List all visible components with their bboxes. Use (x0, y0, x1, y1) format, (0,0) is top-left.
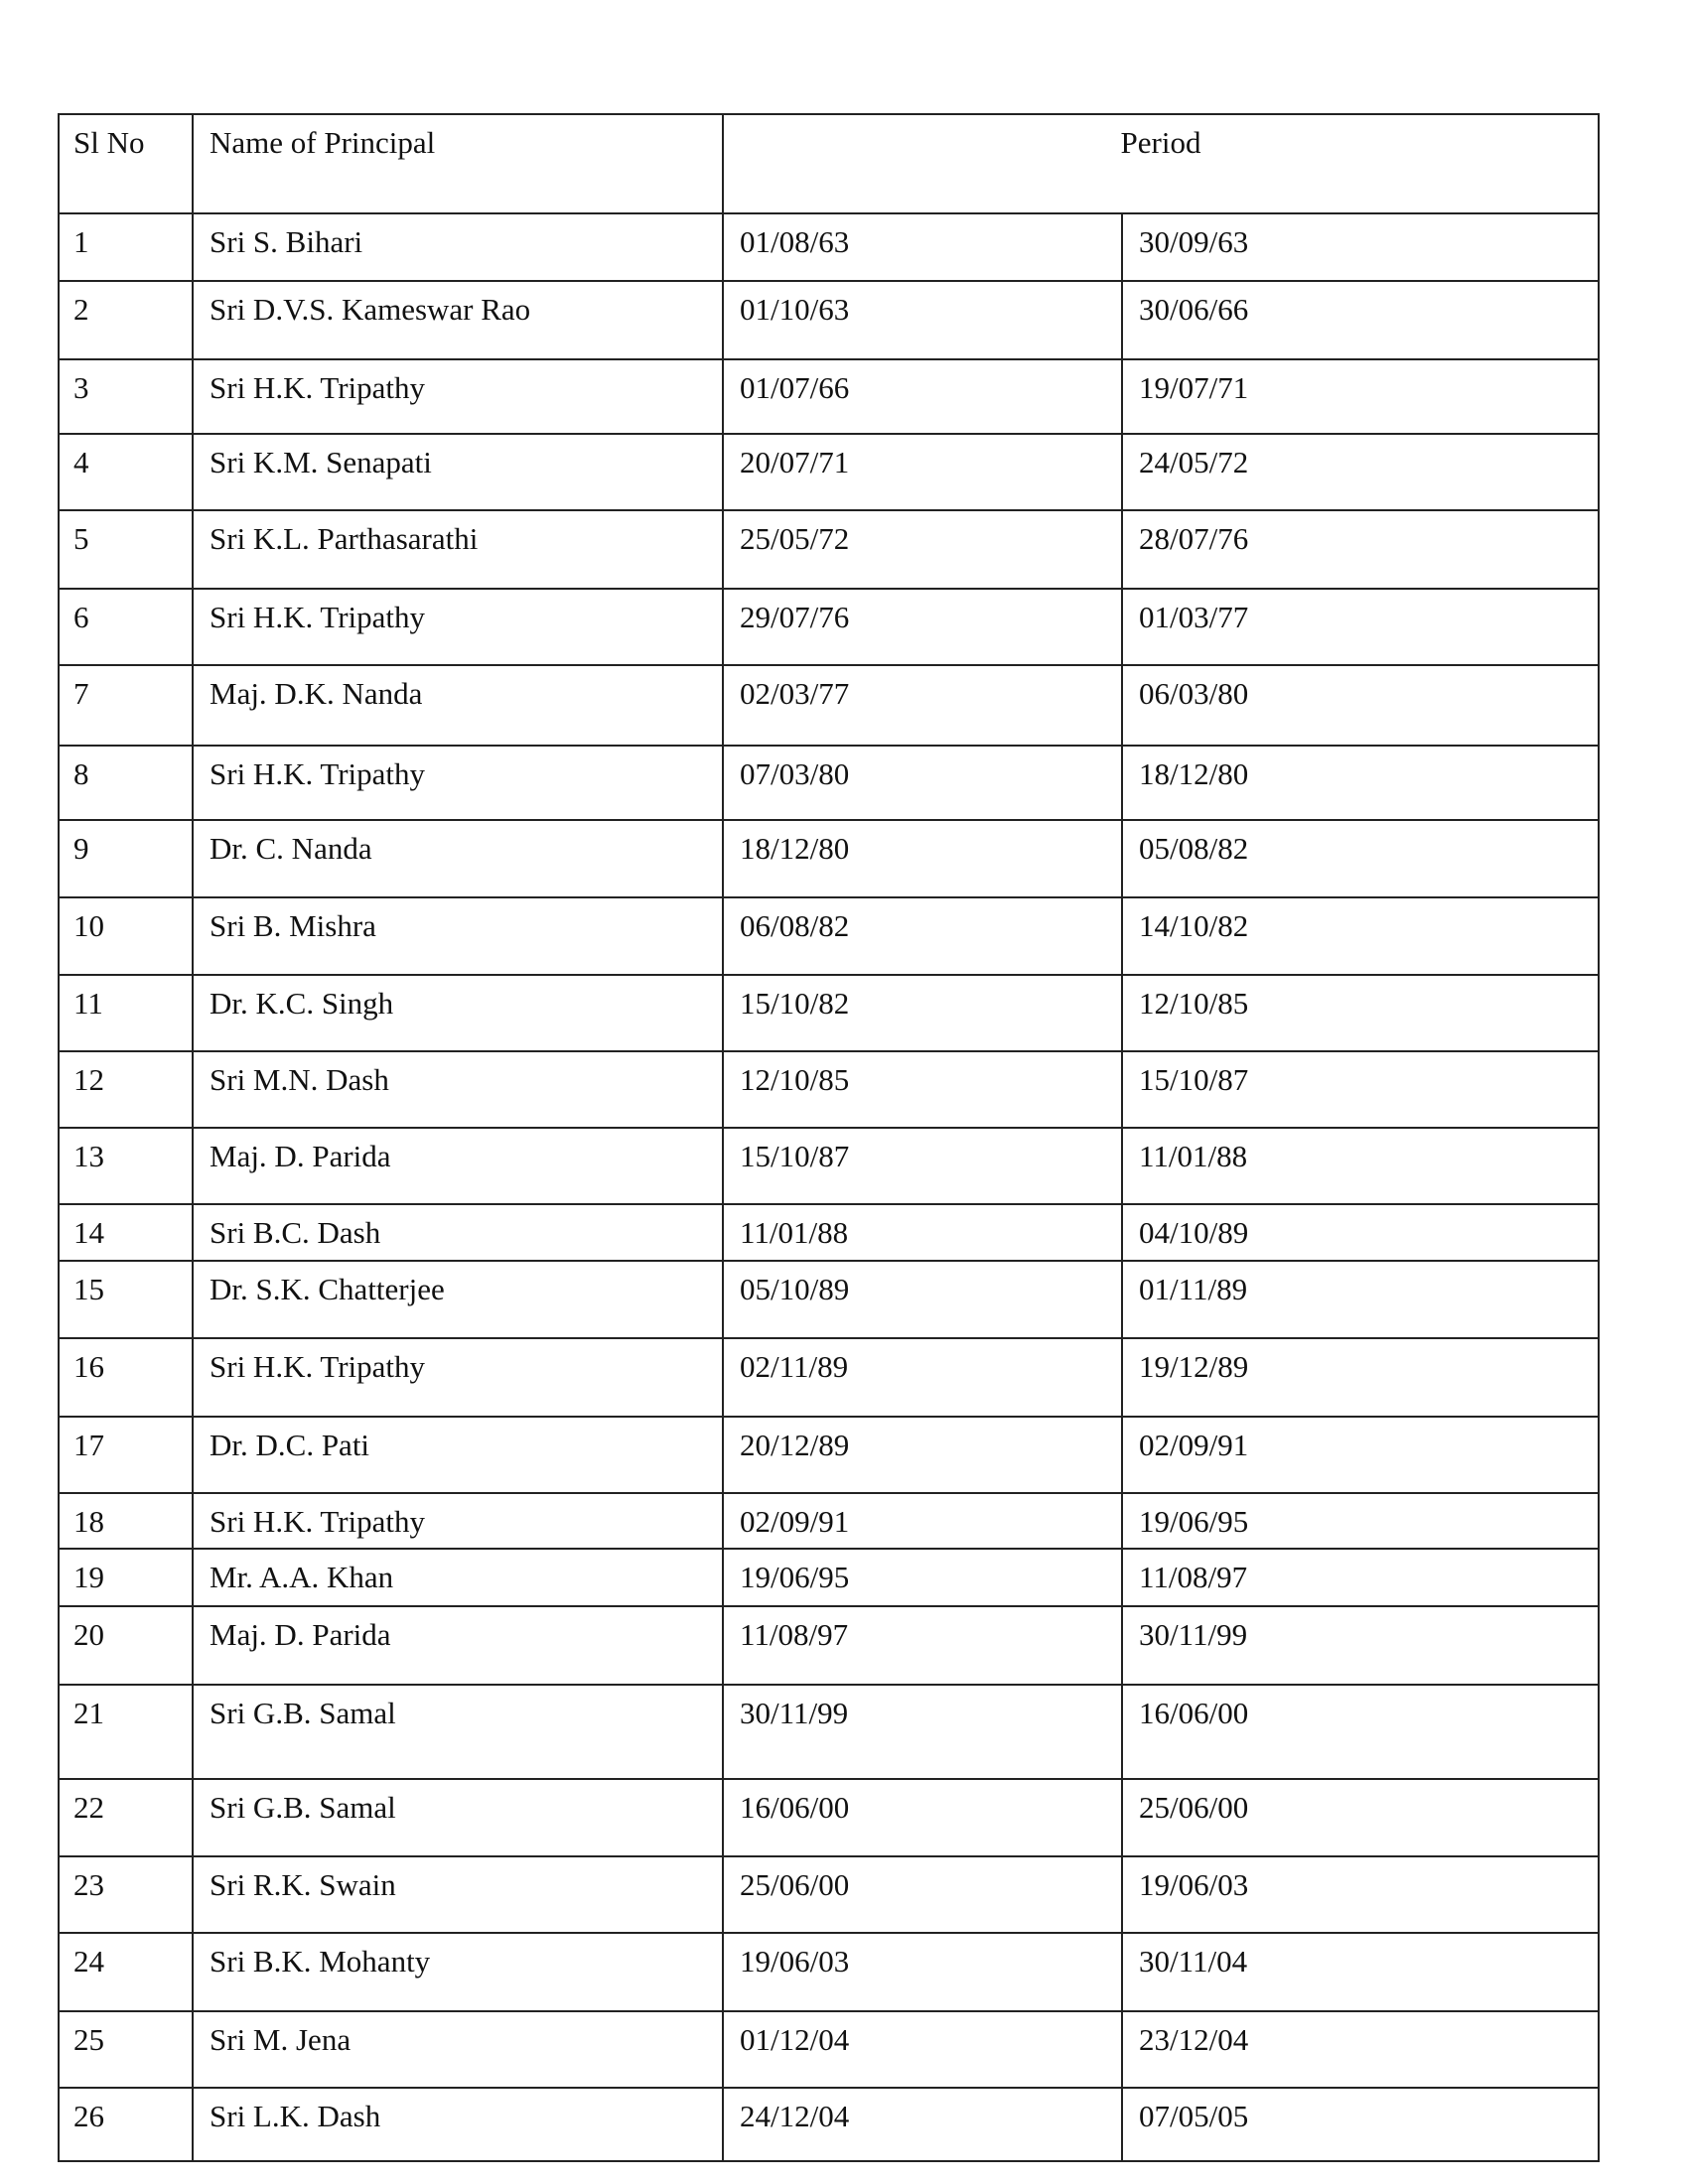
principal-name-cell: Sri H.K. Tripathy (193, 746, 723, 820)
period-from-cell: 18/12/80 (723, 820, 1122, 897)
period-to-cell: 18/12/80 (1122, 746, 1599, 820)
period-from-cell: 01/12/04 (723, 2011, 1122, 2088)
principal-name-cell: Sri K.L. Parthasarathi (193, 510, 723, 589)
principal-name-cell: Sri G.B. Samal (193, 1779, 723, 1856)
table-row (59, 434, 1599, 510)
period-to-cell: 30/09/63 (1122, 213, 1599, 281)
period-from-cell: 20/07/71 (723, 434, 1122, 510)
table-row (59, 1051, 1599, 1128)
sl-no-cell: 18 (59, 1493, 193, 1549)
period-from-cell: 30/11/99 (723, 1685, 1122, 1779)
period-from-cell: 20/12/89 (723, 1417, 1122, 1493)
principal-name-cell: Sri G.B. Samal (193, 1685, 723, 1779)
sl-no-cell: 22 (59, 1779, 193, 1856)
period-from-cell: 02/03/77 (723, 665, 1122, 746)
sl-no-cell: 11 (59, 975, 193, 1051)
period-to-cell: 30/06/66 (1122, 281, 1599, 359)
period-from-cell: 19/06/95 (723, 1549, 1122, 1606)
header-sl-no: Sl No (59, 114, 193, 213)
sl-no-cell: 20 (59, 1606, 193, 1685)
sl-no-cell: 1 (59, 213, 193, 281)
period-from-cell: 07/03/80 (723, 746, 1122, 820)
period-from-cell: 01/08/63 (723, 213, 1122, 281)
principal-name-cell: Dr. K.C. Singh (193, 975, 723, 1051)
table-row (59, 510, 1599, 589)
period-to-cell: 07/05/05 (1122, 2088, 1599, 2161)
table-row (59, 2011, 1599, 2088)
table-row (59, 897, 1599, 975)
period-to-cell: 19/06/95 (1122, 1493, 1599, 1549)
principals-table (58, 113, 1600, 2162)
period-to-cell: 01/11/89 (1122, 1261, 1599, 1338)
period-from-cell: 12/10/85 (723, 1051, 1122, 1128)
sl-no-cell: 19 (59, 1549, 193, 1606)
period-to-cell: 04/10/89 (1122, 1204, 1599, 1261)
principal-name-cell: Sri H.K. Tripathy (193, 589, 723, 665)
period-to-cell: 19/06/03 (1122, 1856, 1599, 1933)
period-to-cell: 23/12/04 (1122, 2011, 1599, 2088)
period-from-cell: 01/07/66 (723, 359, 1122, 434)
table-row (59, 359, 1599, 434)
table-row (59, 1338, 1599, 1417)
period-to-cell: 16/06/00 (1122, 1685, 1599, 1779)
principal-name-cell: Sri B. Mishra (193, 897, 723, 975)
table-row (59, 820, 1599, 897)
table-row (59, 665, 1599, 746)
period-from-cell: 15/10/82 (723, 975, 1122, 1051)
period-from-cell: 16/06/00 (723, 1779, 1122, 1856)
table-row (59, 1779, 1599, 1856)
table-row (59, 1128, 1599, 1204)
principal-name-cell: Sri H.K. Tripathy (193, 359, 723, 434)
header-name: Name of Principal (193, 114, 723, 213)
period-from-cell: 19/06/03 (723, 1933, 1122, 2011)
table-row (59, 1933, 1599, 2011)
period-from-cell: 11/01/88 (723, 1204, 1122, 1261)
sl-no-cell: 4 (59, 434, 193, 510)
period-to-cell: 11/08/97 (1122, 1549, 1599, 1606)
principal-name-cell: Sri H.K. Tripathy (193, 1338, 723, 1417)
period-from-cell: 06/08/82 (723, 897, 1122, 975)
sl-no-cell: 16 (59, 1338, 193, 1417)
period-to-cell: 01/03/77 (1122, 589, 1599, 665)
sl-no-cell: 2 (59, 281, 193, 359)
table-row (59, 281, 1599, 359)
period-to-cell: 24/05/72 (1122, 434, 1599, 510)
sl-no-cell: 17 (59, 1417, 193, 1493)
period-from-cell: 11/08/97 (723, 1606, 1122, 1685)
sl-no-cell: 21 (59, 1685, 193, 1779)
period-to-cell: 12/10/85 (1122, 975, 1599, 1051)
sl-no-cell: 12 (59, 1051, 193, 1128)
sl-no-cell: 10 (59, 897, 193, 975)
sl-no-cell: 13 (59, 1128, 193, 1204)
sl-no-cell: 3 (59, 359, 193, 434)
principal-name-cell: Mr. A.A. Khan (193, 1549, 723, 1606)
principal-name-cell: Sri B.K. Mohanty (193, 1933, 723, 2011)
principal-name-cell: Dr. C. Nanda (193, 820, 723, 897)
period-to-cell: 11/01/88 (1122, 1128, 1599, 1204)
table-row (59, 2088, 1599, 2161)
sl-no-cell: 8 (59, 746, 193, 820)
principal-name-cell: Sri D.V.S. Kameswar Rao (193, 281, 723, 359)
period-from-cell: 25/05/72 (723, 510, 1122, 589)
principal-name-cell: Maj. D. Parida (193, 1128, 723, 1204)
principal-name-cell: Sri H.K. Tripathy (193, 1493, 723, 1549)
sl-no-cell: 7 (59, 665, 193, 746)
principal-name-cell: Maj. D. Parida (193, 1606, 723, 1685)
period-from-cell: 05/10/89 (723, 1261, 1122, 1338)
sl-no-cell: 26 (59, 2088, 193, 2161)
header-row (59, 114, 1599, 213)
table-row (59, 1261, 1599, 1338)
period-to-cell: 06/03/80 (1122, 665, 1599, 746)
period-from-cell: 15/10/87 (723, 1128, 1122, 1204)
period-to-cell: 15/10/87 (1122, 1051, 1599, 1128)
principal-name-cell: Maj. D.K. Nanda (193, 665, 723, 746)
sl-no-cell: 15 (59, 1261, 193, 1338)
table-row (59, 1204, 1599, 1261)
sl-no-cell: 23 (59, 1856, 193, 1933)
period-to-cell: 30/11/04 (1122, 1933, 1599, 2011)
period-from-cell: 02/11/89 (723, 1338, 1122, 1417)
principal-name-cell: Sri R.K. Swain (193, 1856, 723, 1933)
period-to-cell: 30/11/99 (1122, 1606, 1599, 1685)
table-row (59, 213, 1599, 281)
sl-no-cell: 14 (59, 1204, 193, 1261)
period-to-cell: 02/09/91 (1122, 1417, 1599, 1493)
period-from-cell: 25/06/00 (723, 1856, 1122, 1933)
principal-name-cell: Sri M. Jena (193, 2011, 723, 2088)
table-row (59, 1417, 1599, 1493)
principal-name-cell: Dr. S.K. Chatterjee (193, 1261, 723, 1338)
principal-name-cell: Sri S. Bihari (193, 213, 723, 281)
table-row (59, 975, 1599, 1051)
table-row (59, 1606, 1599, 1685)
table-row (59, 1685, 1599, 1779)
table-row (59, 1493, 1599, 1549)
table-row (59, 1549, 1599, 1606)
principal-name-cell: Sri M.N. Dash (193, 1051, 723, 1128)
period-from-cell: 29/07/76 (723, 589, 1122, 665)
period-to-cell: 14/10/82 (1122, 897, 1599, 975)
principal-name-cell: Dr. D.C. Pati (193, 1417, 723, 1493)
table-row (59, 746, 1599, 820)
sl-no-cell: 6 (59, 589, 193, 665)
sl-no-cell: 5 (59, 510, 193, 589)
sl-no-cell: 24 (59, 1933, 193, 2011)
period-to-cell: 25/06/00 (1122, 1779, 1599, 1856)
period-to-cell: 19/12/89 (1122, 1338, 1599, 1417)
period-from-cell: 01/10/63 (723, 281, 1122, 359)
period-from-cell: 02/09/91 (723, 1493, 1122, 1549)
principal-name-cell: Sri L.K. Dash (193, 2088, 723, 2161)
sl-no-cell: 25 (59, 2011, 193, 2088)
table-row (59, 1856, 1599, 1933)
table-row (59, 589, 1599, 665)
period-to-cell: 19/07/71 (1122, 359, 1599, 434)
period-to-cell: 28/07/76 (1122, 510, 1599, 589)
period-to-cell: 05/08/82 (1122, 820, 1599, 897)
header-period: Period (723, 114, 1599, 213)
principal-name-cell: Sri B.C. Dash (193, 1204, 723, 1261)
principal-name-cell: Sri K.M. Senapati (193, 434, 723, 510)
period-from-cell: 24/12/04 (723, 2088, 1122, 2161)
sl-no-cell: 9 (59, 820, 193, 897)
